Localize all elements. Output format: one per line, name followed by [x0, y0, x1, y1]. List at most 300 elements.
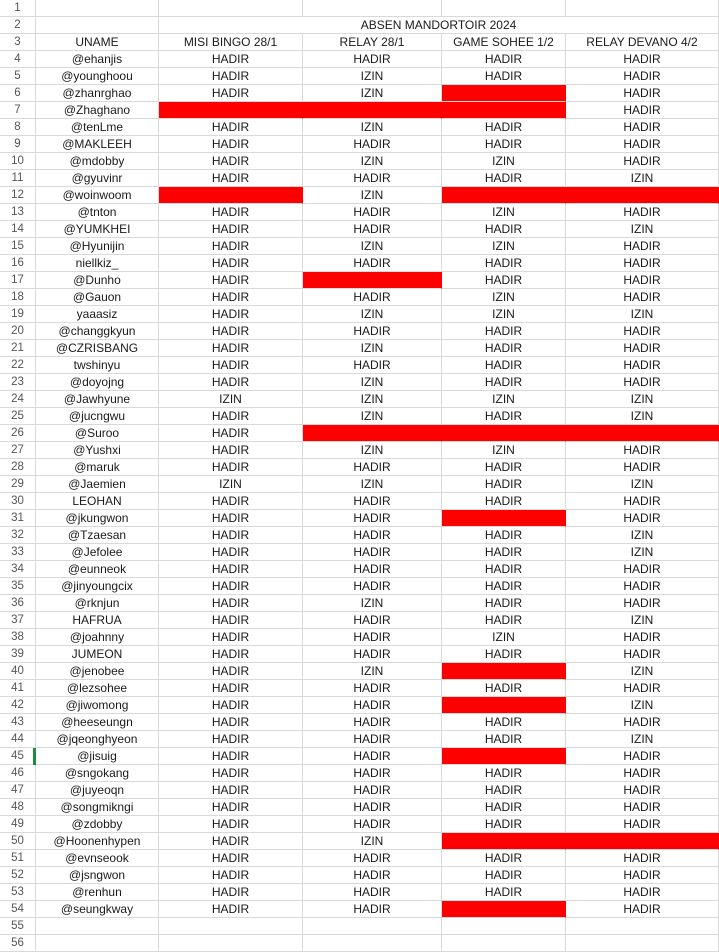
- attendance-cell[interactable]: HADIR: [159, 799, 303, 816]
- empty-cell[interactable]: [36, 17, 159, 34]
- row-number[interactable]: 8: [0, 119, 36, 136]
- attendance-cell[interactable]: HADIR: [303, 578, 442, 595]
- attendance-cell[interactable]: HADIR: [159, 578, 303, 595]
- attendance-cell[interactable]: HADIR: [303, 357, 442, 374]
- attendance-cell[interactable]: IZIN: [442, 629, 566, 646]
- row-number[interactable]: 7: [0, 102, 36, 119]
- row-number[interactable]: 40: [0, 663, 36, 680]
- attendance-cell[interactable]: HADIR: [566, 459, 719, 476]
- row-number[interactable]: 54: [0, 901, 36, 918]
- attendance-cell[interactable]: HADIR: [566, 357, 719, 374]
- row-number[interactable]: 34: [0, 561, 36, 578]
- attendance-cell[interactable]: HADIR: [303, 629, 442, 646]
- attendance-cell[interactable]: HADIR: [303, 901, 442, 918]
- attendance-cell[interactable]: HADIR: [442, 850, 566, 867]
- username-cell[interactable]: @evnseook: [36, 850, 159, 867]
- username-cell[interactable]: @jiwomong: [36, 697, 159, 714]
- column-header[interactable]: RELAY 28/1: [303, 34, 442, 51]
- row-number[interactable]: 55: [0, 918, 36, 935]
- row-number[interactable]: 5: [0, 68, 36, 85]
- attendance-cell[interactable]: IZIN: [303, 442, 442, 459]
- row-number[interactable]: 37: [0, 612, 36, 629]
- attendance-cell[interactable]: IZIN: [159, 476, 303, 493]
- username-cell[interactable]: @lezsohee: [36, 680, 159, 697]
- empty-cell[interactable]: [159, 918, 303, 935]
- attendance-cell[interactable]: HADIR: [159, 272, 303, 289]
- attendance-cell[interactable]: IZIN: [303, 238, 442, 255]
- attendance-cell[interactable]: [159, 187, 303, 204]
- attendance-cell[interactable]: HADIR: [442, 357, 566, 374]
- row-number[interactable]: 45: [0, 748, 36, 765]
- attendance-cell[interactable]: HADIR: [159, 221, 303, 238]
- attendance-cell[interactable]: HADIR: [159, 748, 303, 765]
- attendance-cell[interactable]: HADIR: [159, 153, 303, 170]
- attendance-cell[interactable]: HADIR: [159, 442, 303, 459]
- attendance-cell[interactable]: HADIR: [566, 289, 719, 306]
- attendance-cell[interactable]: HADIR: [159, 561, 303, 578]
- attendance-cell[interactable]: [566, 425, 719, 442]
- attendance-cell[interactable]: HADIR: [303, 782, 442, 799]
- attendance-cell[interactable]: HADIR: [566, 204, 719, 221]
- attendance-cell[interactable]: IZIN: [303, 595, 442, 612]
- username-cell[interactable]: yaaasiz: [36, 306, 159, 323]
- username-cell[interactable]: twshinyu: [36, 357, 159, 374]
- attendance-cell[interactable]: HADIR: [159, 340, 303, 357]
- row-number[interactable]: 23: [0, 374, 36, 391]
- attendance-cell[interactable]: HADIR: [159, 374, 303, 391]
- attendance-cell[interactable]: HADIR: [159, 357, 303, 374]
- attendance-cell[interactable]: HADIR: [442, 340, 566, 357]
- attendance-cell[interactable]: [303, 102, 442, 119]
- row-number[interactable]: 35: [0, 578, 36, 595]
- attendance-cell[interactable]: IZIN: [566, 697, 719, 714]
- attendance-cell[interactable]: HADIR: [159, 255, 303, 272]
- attendance-cell[interactable]: HADIR: [159, 85, 303, 102]
- row-number[interactable]: 20: [0, 323, 36, 340]
- attendance-cell[interactable]: HADIR: [442, 255, 566, 272]
- attendance-cell[interactable]: HADIR: [303, 646, 442, 663]
- username-cell[interactable]: @jenobee: [36, 663, 159, 680]
- attendance-cell[interactable]: [442, 425, 566, 442]
- row-number[interactable]: 10: [0, 153, 36, 170]
- attendance-cell[interactable]: HADIR: [442, 170, 566, 187]
- row-number[interactable]: 6: [0, 85, 36, 102]
- username-cell[interactable]: @jqeonghyeon: [36, 731, 159, 748]
- username-cell[interactable]: LEOHAN: [36, 493, 159, 510]
- attendance-cell[interactable]: HADIR: [159, 833, 303, 850]
- username-cell[interactable]: @Jaemien: [36, 476, 159, 493]
- empty-cell[interactable]: [566, 935, 719, 952]
- attendance-cell[interactable]: HADIR: [303, 850, 442, 867]
- username-cell[interactable]: @seungkway: [36, 901, 159, 918]
- attendance-cell[interactable]: HADIR: [442, 408, 566, 425]
- attendance-cell[interactable]: HADIR: [566, 255, 719, 272]
- attendance-cell[interactable]: HADIR: [159, 612, 303, 629]
- attendance-cell[interactable]: HADIR: [159, 51, 303, 68]
- attendance-cell[interactable]: HADIR: [303, 289, 442, 306]
- empty-cell[interactable]: [36, 0, 159, 17]
- attendance-cell[interactable]: HADIR: [566, 340, 719, 357]
- attendance-cell[interactable]: HADIR: [159, 867, 303, 884]
- username-cell[interactable]: @Hyunijin: [36, 238, 159, 255]
- attendance-cell[interactable]: HADIR: [303, 544, 442, 561]
- attendance-cell[interactable]: IZIN: [566, 731, 719, 748]
- attendance-cell[interactable]: HADIR: [566, 884, 719, 901]
- attendance-cell[interactable]: IZIN: [566, 476, 719, 493]
- row-number[interactable]: 21: [0, 340, 36, 357]
- attendance-cell[interactable]: HADIR: [159, 306, 303, 323]
- attendance-cell[interactable]: [159, 102, 303, 119]
- attendance-cell[interactable]: HADIR: [566, 85, 719, 102]
- attendance-cell[interactable]: [442, 510, 566, 527]
- attendance-cell[interactable]: HADIR: [442, 714, 566, 731]
- row-number[interactable]: 29: [0, 476, 36, 493]
- attendance-cell[interactable]: HADIR: [159, 289, 303, 306]
- attendance-cell[interactable]: HADIR: [566, 119, 719, 136]
- row-number[interactable]: 43: [0, 714, 36, 731]
- attendance-cell[interactable]: HADIR: [566, 153, 719, 170]
- empty-cell[interactable]: [442, 935, 566, 952]
- attendance-cell[interactable]: IZIN: [442, 238, 566, 255]
- attendance-cell[interactable]: HADIR: [303, 204, 442, 221]
- attendance-cell[interactable]: IZIN: [566, 170, 719, 187]
- attendance-cell[interactable]: HADIR: [566, 51, 719, 68]
- attendance-cell[interactable]: HADIR: [566, 748, 719, 765]
- empty-cell[interactable]: [566, 918, 719, 935]
- attendance-cell[interactable]: IZIN: [303, 187, 442, 204]
- attendance-cell[interactable]: HADIR: [566, 714, 719, 731]
- attendance-cell[interactable]: HADIR: [566, 680, 719, 697]
- username-cell[interactable]: @changgkyun: [36, 323, 159, 340]
- attendance-cell[interactable]: IZIN: [303, 391, 442, 408]
- username-cell[interactable]: @sngokang: [36, 765, 159, 782]
- username-cell[interactable]: @Gauon: [36, 289, 159, 306]
- username-cell[interactable]: @Hoonenhypen: [36, 833, 159, 850]
- username-cell[interactable]: @Yushxi: [36, 442, 159, 459]
- attendance-cell[interactable]: IZIN: [442, 289, 566, 306]
- attendance-cell[interactable]: IZIN: [442, 204, 566, 221]
- attendance-cell[interactable]: HADIR: [303, 136, 442, 153]
- sheet-title[interactable]: ABSEN MANDORTOIR 2024: [159, 17, 719, 34]
- attendance-cell[interactable]: HADIR: [159, 68, 303, 85]
- attendance-cell[interactable]: HADIR: [442, 816, 566, 833]
- row-number[interactable]: 49: [0, 816, 36, 833]
- attendance-cell[interactable]: IZIN: [566, 612, 719, 629]
- attendance-cell[interactable]: HADIR: [303, 561, 442, 578]
- attendance-cell[interactable]: HADIR: [442, 476, 566, 493]
- attendance-cell[interactable]: HADIR: [303, 493, 442, 510]
- attendance-cell[interactable]: IZIN: [566, 527, 719, 544]
- row-number[interactable]: 9: [0, 136, 36, 153]
- attendance-cell[interactable]: HADIR: [159, 850, 303, 867]
- attendance-cell[interactable]: IZIN: [303, 119, 442, 136]
- empty-cell[interactable]: [442, 0, 566, 17]
- username-cell[interactable]: @ehanjis: [36, 51, 159, 68]
- attendance-cell[interactable]: HADIR: [442, 544, 566, 561]
- attendance-cell[interactable]: HADIR: [303, 255, 442, 272]
- attendance-cell[interactable]: IZIN: [566, 544, 719, 561]
- username-cell[interactable]: @zdobby: [36, 816, 159, 833]
- attendance-cell[interactable]: HADIR: [303, 748, 442, 765]
- row-number[interactable]: 19: [0, 306, 36, 323]
- attendance-cell[interactable]: IZIN: [303, 408, 442, 425]
- attendance-cell[interactable]: IZIN: [303, 374, 442, 391]
- attendance-cell[interactable]: IZIN: [442, 306, 566, 323]
- username-cell[interactable]: @younghoou: [36, 68, 159, 85]
- attendance-cell[interactable]: HADIR: [442, 680, 566, 697]
- row-number[interactable]: 16: [0, 255, 36, 272]
- username-cell[interactable]: @tnton: [36, 204, 159, 221]
- attendance-cell[interactable]: [566, 187, 719, 204]
- attendance-cell[interactable]: HADIR: [159, 170, 303, 187]
- attendance-cell[interactable]: [442, 85, 566, 102]
- attendance-cell[interactable]: [442, 748, 566, 765]
- attendance-cell[interactable]: HADIR: [566, 272, 719, 289]
- attendance-cell[interactable]: HADIR: [303, 612, 442, 629]
- attendance-cell[interactable]: HADIR: [566, 816, 719, 833]
- attendance-cell[interactable]: HADIR: [566, 782, 719, 799]
- row-number[interactable]: 22: [0, 357, 36, 374]
- attendance-cell[interactable]: IZIN: [303, 85, 442, 102]
- row-number[interactable]: 36: [0, 595, 36, 612]
- attendance-cell[interactable]: HADIR: [159, 629, 303, 646]
- row-number[interactable]: 3: [0, 34, 36, 51]
- attendance-cell[interactable]: IZIN: [566, 221, 719, 238]
- row-number[interactable]: 11: [0, 170, 36, 187]
- username-cell[interactable]: @heeseungn: [36, 714, 159, 731]
- attendance-cell[interactable]: IZIN: [303, 476, 442, 493]
- attendance-cell[interactable]: HADIR: [566, 238, 719, 255]
- row-number[interactable]: 12: [0, 187, 36, 204]
- attendance-cell[interactable]: HADIR: [303, 680, 442, 697]
- username-cell[interactable]: @doyojng: [36, 374, 159, 391]
- attendance-cell[interactable]: HADIR: [159, 646, 303, 663]
- attendance-cell[interactable]: [566, 833, 719, 850]
- username-cell[interactable]: @Jawhyune: [36, 391, 159, 408]
- username-cell[interactable]: @joahnny: [36, 629, 159, 646]
- attendance-cell[interactable]: HADIR: [159, 595, 303, 612]
- attendance-cell[interactable]: HADIR: [303, 221, 442, 238]
- attendance-cell[interactable]: HADIR: [159, 544, 303, 561]
- attendance-cell[interactable]: HADIR: [566, 323, 719, 340]
- row-number[interactable]: 24: [0, 391, 36, 408]
- attendance-cell[interactable]: HADIR: [442, 221, 566, 238]
- attendance-cell[interactable]: HADIR: [566, 595, 719, 612]
- attendance-cell[interactable]: HADIR: [159, 765, 303, 782]
- row-number[interactable]: 52: [0, 867, 36, 884]
- attendance-cell[interactable]: HADIR: [442, 884, 566, 901]
- column-header[interactable]: RELAY DEVANO 4/2: [566, 34, 719, 51]
- username-cell[interactable]: @juyeoqn: [36, 782, 159, 799]
- attendance-cell[interactable]: HADIR: [442, 119, 566, 136]
- attendance-cell[interactable]: HADIR: [442, 68, 566, 85]
- attendance-cell[interactable]: HADIR: [566, 561, 719, 578]
- row-number[interactable]: 38: [0, 629, 36, 646]
- attendance-cell[interactable]: HADIR: [442, 493, 566, 510]
- row-number[interactable]: 13: [0, 204, 36, 221]
- row-number[interactable]: 32: [0, 527, 36, 544]
- attendance-cell[interactable]: IZIN: [442, 153, 566, 170]
- username-cell[interactable]: @Jefolee: [36, 544, 159, 561]
- empty-cell[interactable]: [159, 0, 303, 17]
- row-number[interactable]: 25: [0, 408, 36, 425]
- attendance-cell[interactable]: HADIR: [566, 374, 719, 391]
- attendance-cell[interactable]: HADIR: [442, 646, 566, 663]
- attendance-cell[interactable]: IZIN: [303, 663, 442, 680]
- username-cell[interactable]: @Zhaghano: [36, 102, 159, 119]
- attendance-cell[interactable]: HADIR: [159, 527, 303, 544]
- attendance-cell[interactable]: IZIN: [303, 833, 442, 850]
- username-cell[interactable]: @zhanrghao: [36, 85, 159, 102]
- row-number[interactable]: 14: [0, 221, 36, 238]
- row-number[interactable]: 28: [0, 459, 36, 476]
- row-number[interactable]: 18: [0, 289, 36, 306]
- attendance-cell[interactable]: HADIR: [442, 459, 566, 476]
- attendance-cell[interactable]: HADIR: [159, 408, 303, 425]
- attendance-cell[interactable]: HADIR: [159, 680, 303, 697]
- username-cell[interactable]: @jucngwu: [36, 408, 159, 425]
- username-cell[interactable]: @Dunho: [36, 272, 159, 289]
- username-cell[interactable]: @jinyoungcix: [36, 578, 159, 595]
- attendance-cell[interactable]: HADIR: [159, 119, 303, 136]
- attendance-cell[interactable]: [442, 901, 566, 918]
- attendance-cell[interactable]: HADIR: [159, 663, 303, 680]
- empty-cell[interactable]: [36, 935, 159, 952]
- attendance-cell[interactable]: HADIR: [303, 765, 442, 782]
- attendance-cell[interactable]: HADIR: [159, 493, 303, 510]
- attendance-cell[interactable]: HADIR: [566, 901, 719, 918]
- attendance-cell[interactable]: IZIN: [303, 340, 442, 357]
- attendance-cell[interactable]: HADIR: [442, 527, 566, 544]
- attendance-cell[interactable]: HADIR: [303, 884, 442, 901]
- attendance-cell[interactable]: HADIR: [442, 612, 566, 629]
- username-cell[interactable]: @eunneok: [36, 561, 159, 578]
- attendance-cell[interactable]: HADIR: [442, 799, 566, 816]
- empty-cell[interactable]: [159, 935, 303, 952]
- row-number[interactable]: 2: [0, 17, 36, 34]
- column-header[interactable]: UNAME: [36, 34, 159, 51]
- row-number[interactable]: 47: [0, 782, 36, 799]
- column-header[interactable]: MISI BINGO 28/1: [159, 34, 303, 51]
- attendance-cell[interactable]: HADIR: [303, 714, 442, 731]
- attendance-cell[interactable]: IZIN: [303, 68, 442, 85]
- attendance-cell[interactable]: HADIR: [566, 68, 719, 85]
- attendance-cell[interactable]: HADIR: [159, 238, 303, 255]
- attendance-cell[interactable]: IZIN: [566, 408, 719, 425]
- row-number[interactable]: 48: [0, 799, 36, 816]
- username-cell[interactable]: @woinwoom: [36, 187, 159, 204]
- attendance-cell[interactable]: HADIR: [303, 867, 442, 884]
- attendance-cell[interactable]: HADIR: [303, 51, 442, 68]
- attendance-cell[interactable]: HADIR: [159, 459, 303, 476]
- attendance-cell[interactable]: HADIR: [442, 561, 566, 578]
- row-number[interactable]: 1: [0, 0, 36, 17]
- username-cell[interactable]: @jsngwon: [36, 867, 159, 884]
- row-number[interactable]: 17: [0, 272, 36, 289]
- attendance-cell[interactable]: HADIR: [303, 527, 442, 544]
- attendance-cell[interactable]: HADIR: [159, 510, 303, 527]
- attendance-cell[interactable]: HADIR: [566, 629, 719, 646]
- row-number[interactable]: 53: [0, 884, 36, 901]
- row-number[interactable]: 26: [0, 425, 36, 442]
- attendance-cell[interactable]: IZIN: [159, 391, 303, 408]
- attendance-cell[interactable]: IZIN: [442, 442, 566, 459]
- attendance-cell[interactable]: HADIR: [566, 799, 719, 816]
- username-cell[interactable]: @jkungwon: [36, 510, 159, 527]
- attendance-cell[interactable]: HADIR: [566, 136, 719, 153]
- attendance-cell[interactable]: HADIR: [159, 697, 303, 714]
- attendance-cell[interactable]: HADIR: [442, 323, 566, 340]
- empty-cell[interactable]: [36, 918, 159, 935]
- row-number[interactable]: 42: [0, 697, 36, 714]
- attendance-cell[interactable]: HADIR: [442, 272, 566, 289]
- attendance-cell[interactable]: HADIR: [566, 510, 719, 527]
- attendance-cell[interactable]: HADIR: [566, 646, 719, 663]
- username-cell[interactable]: @Tzaesan: [36, 527, 159, 544]
- attendance-cell[interactable]: HADIR: [566, 867, 719, 884]
- username-cell[interactable]: @tenLme: [36, 119, 159, 136]
- attendance-cell[interactable]: IZIN: [303, 153, 442, 170]
- attendance-cell[interactable]: HADIR: [566, 765, 719, 782]
- column-header[interactable]: GAME SOHEE 1/2: [442, 34, 566, 51]
- attendance-cell[interactable]: HADIR: [303, 170, 442, 187]
- username-cell[interactable]: @gyuvinr: [36, 170, 159, 187]
- attendance-cell[interactable]: [442, 102, 566, 119]
- attendance-cell[interactable]: HADIR: [159, 323, 303, 340]
- attendance-cell[interactable]: HADIR: [159, 204, 303, 221]
- attendance-cell[interactable]: HADIR: [442, 782, 566, 799]
- attendance-cell[interactable]: HADIR: [159, 816, 303, 833]
- empty-cell[interactable]: [303, 0, 442, 17]
- attendance-cell[interactable]: HADIR: [566, 493, 719, 510]
- username-cell[interactable]: @renhun: [36, 884, 159, 901]
- attendance-cell[interactable]: HADIR: [159, 425, 303, 442]
- attendance-cell[interactable]: [303, 425, 442, 442]
- username-cell[interactable]: @rknjun: [36, 595, 159, 612]
- attendance-cell[interactable]: HADIR: [303, 323, 442, 340]
- attendance-cell[interactable]: HADIR: [566, 442, 719, 459]
- username-cell[interactable]: @Suroo: [36, 425, 159, 442]
- attendance-cell[interactable]: IZIN: [442, 391, 566, 408]
- attendance-cell[interactable]: HADIR: [159, 782, 303, 799]
- attendance-cell[interactable]: HADIR: [303, 459, 442, 476]
- attendance-cell[interactable]: HADIR: [303, 697, 442, 714]
- attendance-cell[interactable]: HADIR: [442, 578, 566, 595]
- username-cell[interactable]: @songmikngi: [36, 799, 159, 816]
- attendance-cell[interactable]: HADIR: [442, 51, 566, 68]
- username-cell[interactable]: @MAKLEEH: [36, 136, 159, 153]
- attendance-cell[interactable]: [442, 833, 566, 850]
- row-number[interactable]: 51: [0, 850, 36, 867]
- attendance-cell[interactable]: [442, 697, 566, 714]
- row-number[interactable]: 44: [0, 731, 36, 748]
- attendance-cell[interactable]: HADIR: [566, 850, 719, 867]
- attendance-cell[interactable]: HADIR: [442, 136, 566, 153]
- attendance-cell[interactable]: HADIR: [566, 102, 719, 119]
- username-cell[interactable]: niellkiz_: [36, 255, 159, 272]
- username-cell[interactable]: @mdobby: [36, 153, 159, 170]
- username-cell[interactable]: @YUMKHEI: [36, 221, 159, 238]
- attendance-cell[interactable]: HADIR: [566, 578, 719, 595]
- attendance-cell[interactable]: HADIR: [303, 799, 442, 816]
- attendance-cell[interactable]: HADIR: [442, 374, 566, 391]
- empty-cell[interactable]: [566, 0, 719, 17]
- attendance-cell[interactable]: HADIR: [442, 595, 566, 612]
- attendance-cell[interactable]: HADIR: [303, 816, 442, 833]
- attendance-cell[interactable]: IZIN: [566, 391, 719, 408]
- username-cell[interactable]: @CZRISBANG: [36, 340, 159, 357]
- username-cell[interactable]: @maruk: [36, 459, 159, 476]
